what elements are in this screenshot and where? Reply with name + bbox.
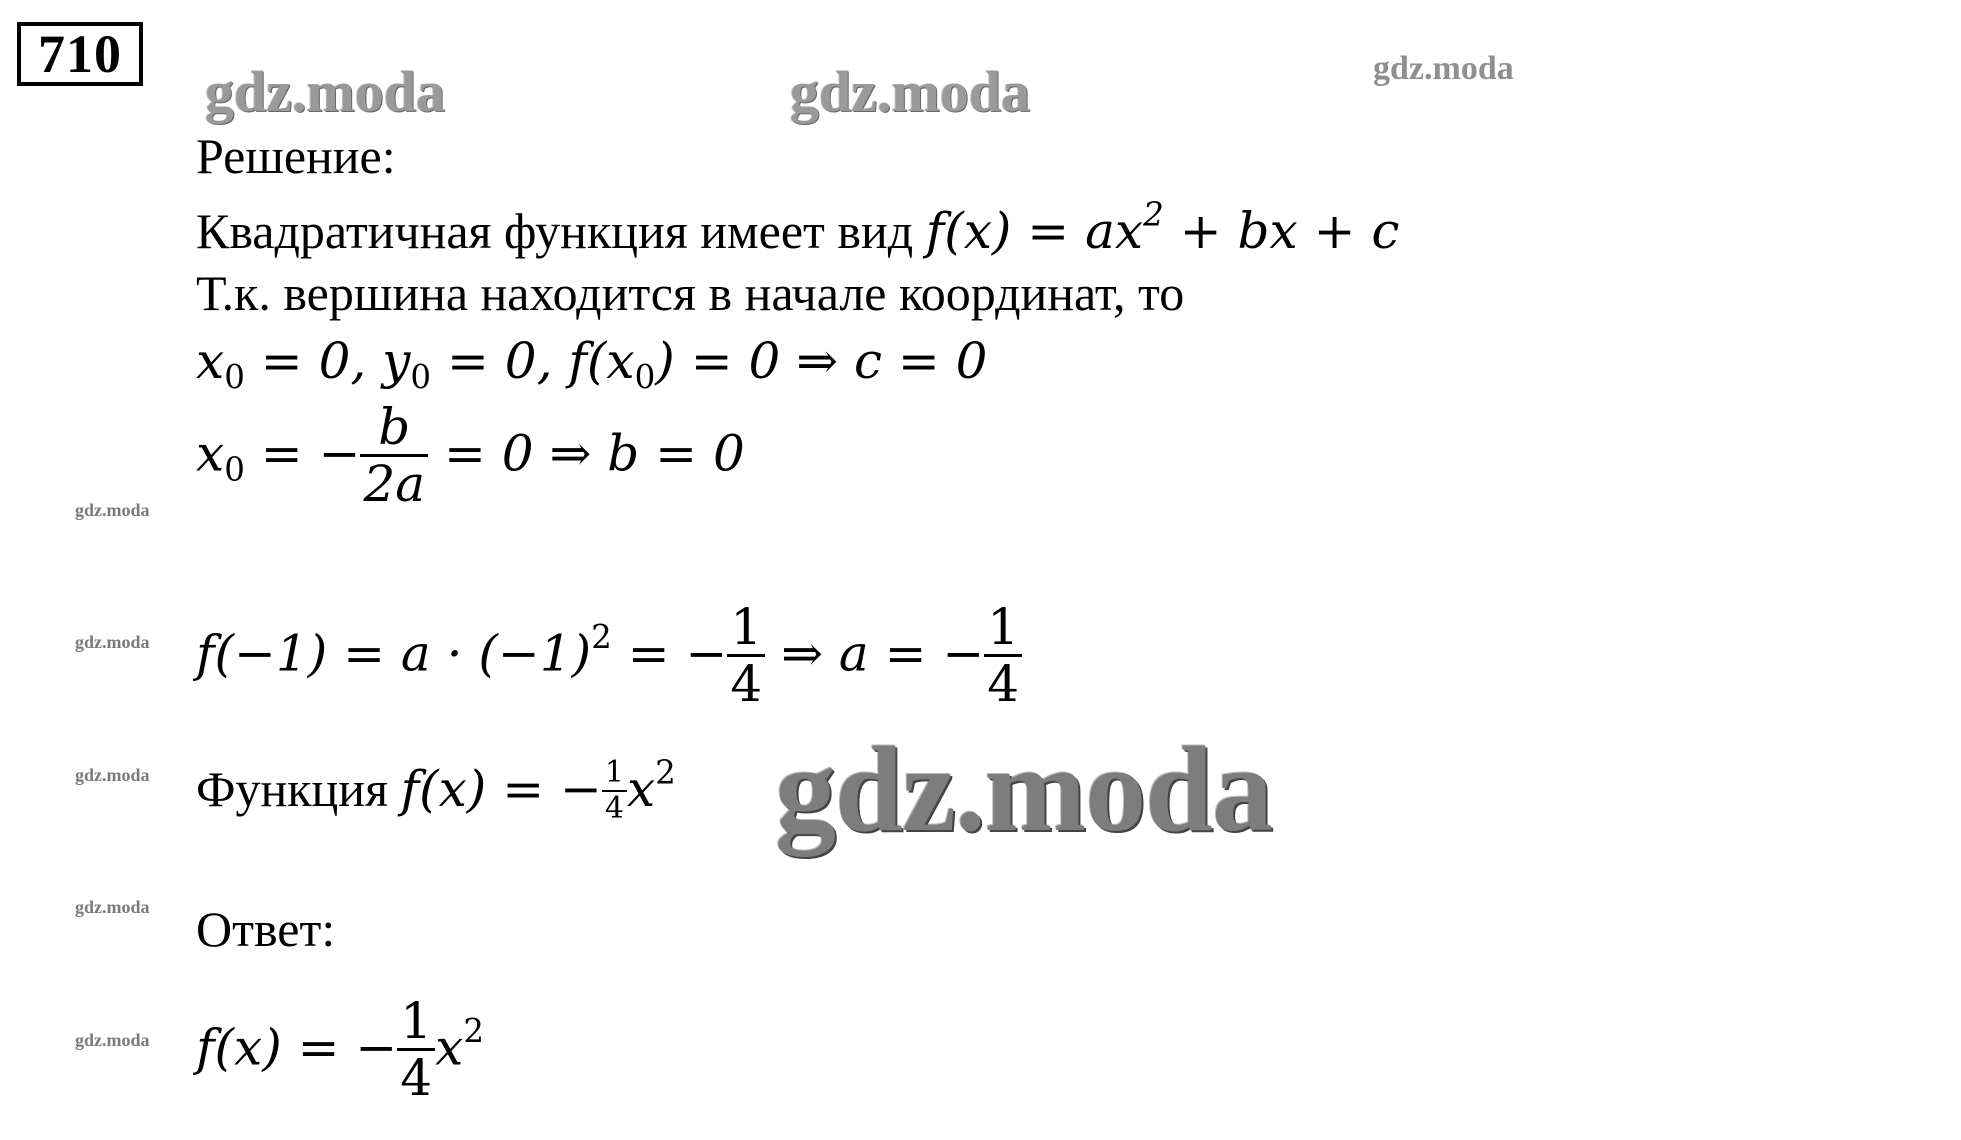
formula-part: x <box>435 1018 464 1077</box>
watermark: gdz.moda <box>75 500 150 520</box>
formula-part: f(x) = − <box>400 759 602 818</box>
formula-part: + bx + c <box>1163 201 1400 260</box>
watermark: gdz.moda <box>790 59 1031 124</box>
b-line <box>196 397 745 513</box>
subscript: 0 <box>224 450 245 489</box>
formula-part: = 0, f(x <box>431 332 635 390</box>
formula-part: = − <box>611 624 728 683</box>
formula-part: = 0 ⇒ b = 0 <box>428 424 745 483</box>
answer-heading: Ответ: <box>196 901 336 957</box>
watermark: gdz.moda <box>75 765 150 785</box>
denominator: 4 <box>987 654 1020 713</box>
numerator: 1 <box>727 602 765 657</box>
formula-part: x <box>626 759 656 818</box>
subscript: 0 <box>410 357 432 396</box>
formula-part: ) = 0 ⇒ c = 0 <box>655 332 988 390</box>
exponent: 2 <box>463 1011 484 1050</box>
quadratic-text: Квадратичная функция имеет вид <box>196 202 926 259</box>
subscript: 0 <box>634 357 656 396</box>
formula-part: y <box>382 332 411 390</box>
watermark: gdz.moda <box>1373 50 1514 87</box>
denominator: 4 <box>604 791 624 827</box>
subscript: 0 <box>224 357 245 396</box>
formula-part: = − <box>244 424 361 483</box>
formula-part: f(x) = − <box>196 1018 398 1077</box>
watermark: gdz.moda <box>75 632 150 652</box>
fraction <box>984 597 1022 713</box>
exponent: 2 <box>655 753 676 791</box>
denominator: 4 <box>400 1048 433 1107</box>
function-line <box>196 753 676 827</box>
function-formula <box>400 753 676 827</box>
problem-number: 710 <box>17 22 143 86</box>
fraction <box>397 991 435 1107</box>
quadratic-line <box>196 195 1400 260</box>
numerator: 1 <box>397 996 435 1051</box>
function-label: Функция <box>196 760 401 817</box>
numerator: b <box>360 402 428 457</box>
denominator: 4 <box>730 654 763 713</box>
denominator: 2a <box>363 454 426 513</box>
a-line <box>196 597 1022 713</box>
x0-line <box>196 332 988 396</box>
formula-part: x <box>196 424 225 483</box>
formula-part: f(x) = ax <box>925 201 1144 260</box>
formula-part: x <box>196 332 225 390</box>
exponent: 2 <box>1143 195 1164 233</box>
numerator: 1 <box>602 758 627 792</box>
watermark: gdz.moda <box>75 1030 150 1050</box>
fraction <box>727 597 765 713</box>
quadratic-formula <box>925 195 1400 260</box>
watermark: gdz.moda <box>775 722 1272 857</box>
exponent: 2 <box>591 617 612 656</box>
formula-part: ⇒ a = − <box>765 624 985 683</box>
solution-heading: Решение: <box>196 128 396 184</box>
fraction <box>602 755 627 827</box>
watermark: gdz.moda <box>205 59 446 124</box>
formula-part: = 0, <box>244 332 383 390</box>
vertex-line: Т.к. вершина находится в начале координат, то <box>196 265 1185 321</box>
numerator: 1 <box>984 602 1022 657</box>
watermark: gdz.moda <box>75 897 150 917</box>
fraction <box>360 397 428 513</box>
formula-part: f(−1) = a · (−1) <box>196 624 592 683</box>
answer-formula <box>196 991 484 1107</box>
